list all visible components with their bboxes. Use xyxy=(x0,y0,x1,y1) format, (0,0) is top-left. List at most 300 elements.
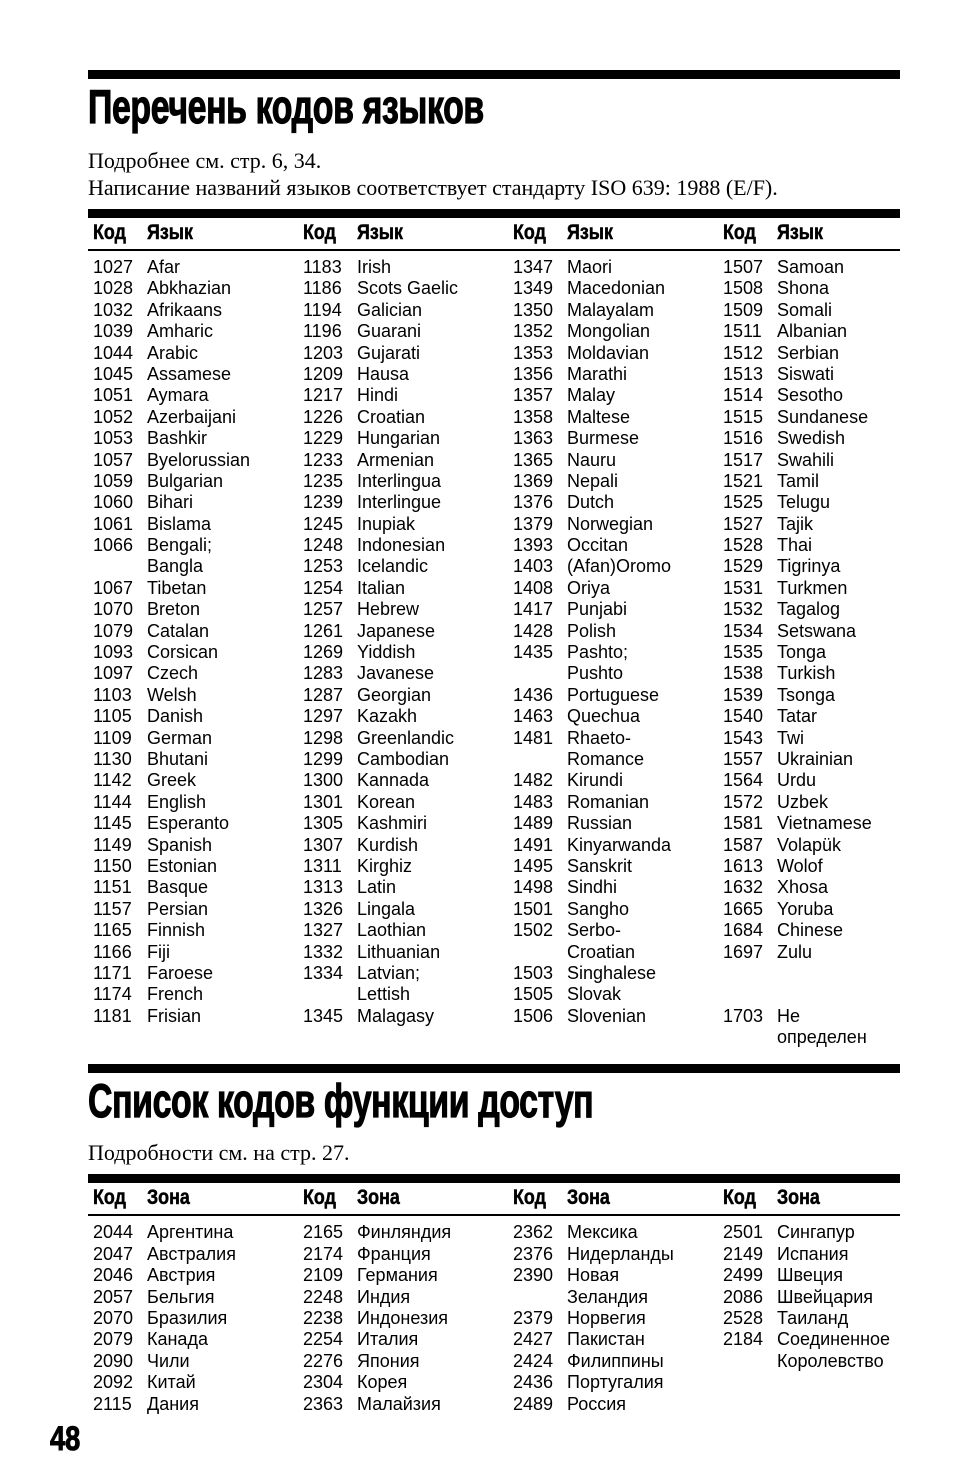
name-cell: Bengali; xyxy=(147,535,213,556)
name-cell: Швейцария xyxy=(777,1286,874,1307)
code-cell: 1060 xyxy=(93,492,134,513)
code-row xyxy=(303,770,508,791)
code-cell xyxy=(723,1027,777,1048)
table-header-cell xyxy=(298,1187,508,1209)
code-cell: 2174 xyxy=(303,1243,344,1264)
code-row xyxy=(723,1329,928,1350)
code-row xyxy=(93,343,298,364)
code-cell: 1511 xyxy=(723,321,762,342)
table-column xyxy=(88,1222,298,1415)
code-row xyxy=(303,321,508,342)
name-cell: Китай xyxy=(147,1372,196,1393)
code-cell: 1326 xyxy=(303,898,344,919)
code-row xyxy=(723,556,928,577)
name-cell: Cambodian xyxy=(357,748,450,769)
code-row xyxy=(513,1329,718,1350)
code-cell: 2363 xyxy=(303,1393,344,1414)
name-cell: Королевство xyxy=(777,1350,884,1371)
name-cell: English xyxy=(147,791,207,812)
code-cell: 1509 xyxy=(723,299,764,320)
name-cell: Georgian xyxy=(357,684,432,705)
code-cell: 1248 xyxy=(303,535,344,556)
name-cell: Tonga xyxy=(777,642,827,663)
code-cell: 2499 xyxy=(723,1265,764,1286)
code-cell: 1097 xyxy=(93,663,134,684)
code-cell: 1349 xyxy=(513,278,554,299)
code-cell: 1481 xyxy=(513,727,554,748)
name-cell: Нидерланды xyxy=(567,1243,674,1264)
code-cell: 2390 xyxy=(513,1265,554,1286)
code-cell: 1171 xyxy=(93,962,132,983)
name-cell: Afrikaans xyxy=(147,299,223,320)
code-cell: 1283 xyxy=(303,663,344,684)
code-cell: 1529 xyxy=(723,556,764,577)
name-cell: Amharic xyxy=(147,321,214,342)
code-row xyxy=(723,257,928,278)
code-row xyxy=(93,492,298,513)
name-cell: Interlingua xyxy=(357,470,442,491)
table-header-cell xyxy=(88,222,298,244)
code-cell: 1527 xyxy=(723,513,764,534)
code-cell: 1543 xyxy=(723,727,764,748)
code-cell: 2115 xyxy=(93,1393,132,1414)
name-cell: Danish xyxy=(147,706,204,727)
name-cell: Tatar xyxy=(777,706,818,727)
code-cell: 2092 xyxy=(93,1372,134,1393)
code-row xyxy=(93,450,298,471)
name-cell: Uzbek xyxy=(777,791,829,812)
code-row xyxy=(513,278,718,299)
code-row xyxy=(723,792,928,813)
name-cell: Австрия xyxy=(147,1265,216,1286)
code-cell: 2489 xyxy=(513,1393,554,1414)
code-row xyxy=(303,792,508,813)
code-cell: 1299 xyxy=(303,748,344,769)
code-cell: 1483 xyxy=(513,791,554,812)
code-row xyxy=(93,556,298,577)
code-cell: 1501 xyxy=(513,898,554,919)
name-cell: Slovenian xyxy=(567,1005,647,1026)
name-cell: Бельгия xyxy=(147,1286,215,1307)
name-cell: Polish xyxy=(567,620,617,641)
code-cell: 1130 xyxy=(93,748,132,769)
section-divider-rule xyxy=(88,70,900,79)
name-cell: Fiji xyxy=(147,941,170,962)
code-cell: 1079 xyxy=(93,620,134,641)
code-cell xyxy=(513,749,567,770)
code-row xyxy=(513,1287,718,1308)
code-row xyxy=(93,1351,298,1372)
name-cell: Tamil xyxy=(777,470,820,491)
code-row xyxy=(303,1222,508,1243)
name-cell: Assamese xyxy=(147,363,232,384)
code-cell: 1508 xyxy=(723,278,764,299)
code-row xyxy=(303,642,508,663)
section2-note-line: Подробности см. на стр. 27. xyxy=(88,1140,350,1166)
code-cell: 1067 xyxy=(93,577,134,598)
code-row xyxy=(513,364,718,385)
code-cell: 1145 xyxy=(93,813,132,834)
section2-note xyxy=(88,1139,900,1166)
table-header-cell xyxy=(298,222,508,244)
name-cell: (Afan)Oromo xyxy=(567,556,672,577)
name-cell: Франция xyxy=(357,1243,431,1264)
code-cell: 2528 xyxy=(723,1308,764,1329)
name-cell: Bashkir xyxy=(147,428,208,449)
name-cell: Hausa xyxy=(357,363,410,384)
code-row xyxy=(723,663,928,684)
code-row xyxy=(93,278,298,299)
header-code-label: Код xyxy=(723,221,756,244)
name-cell: Shona xyxy=(777,278,830,299)
code-cell: 1239 xyxy=(303,492,344,513)
name-cell: Greek xyxy=(147,770,197,791)
header-language-label: Язык xyxy=(567,221,613,244)
header-zone-label: Зона xyxy=(567,1186,610,1210)
name-cell: Tigrinya xyxy=(777,556,841,577)
code-cell: 1332 xyxy=(303,941,344,962)
name-cell: Sanskrit xyxy=(567,855,633,876)
code-cell: 1528 xyxy=(723,535,764,556)
code-row xyxy=(723,1222,928,1243)
name-cell: Korean xyxy=(357,791,416,812)
code-row xyxy=(303,278,508,299)
code-row xyxy=(93,984,298,1005)
code-row xyxy=(513,984,718,1005)
code-row xyxy=(513,963,718,984)
code-row xyxy=(513,407,718,428)
name-cell: Russian xyxy=(567,813,633,834)
code-row xyxy=(93,770,298,791)
name-cell: Rhaeto- xyxy=(567,727,632,748)
code-cell: 1174 xyxy=(93,984,132,1005)
page-title xyxy=(88,81,900,133)
code-cell: 1428 xyxy=(513,620,554,641)
code-cell: 1491 xyxy=(513,834,554,855)
section2-title xyxy=(88,1075,900,1127)
code-row xyxy=(723,535,928,556)
table-column xyxy=(508,257,718,1048)
code-row xyxy=(303,257,508,278)
name-cell: Kirghiz xyxy=(357,855,413,876)
code-cell: 1217 xyxy=(303,385,344,406)
code-cell: 1209 xyxy=(303,363,344,384)
code-row xyxy=(303,343,508,364)
name-cell: Italian xyxy=(357,577,406,598)
code-cell: 1203 xyxy=(303,342,344,363)
code-cell: 1507 xyxy=(723,257,764,277)
code-row xyxy=(93,1265,298,1286)
code-row xyxy=(513,1006,718,1027)
name-cell: Thai xyxy=(777,535,813,556)
code-row xyxy=(93,428,298,449)
code-cell: 1357 xyxy=(513,385,554,406)
name-cell: Turkish xyxy=(777,663,836,684)
name-cell: Lingala xyxy=(357,898,416,919)
page-number-text: 48 xyxy=(50,1420,81,1458)
code-cell: 1347 xyxy=(513,257,554,277)
code-cell: 1151 xyxy=(93,877,132,898)
code-row xyxy=(303,813,508,834)
code-row xyxy=(93,706,298,727)
code-row xyxy=(513,1394,718,1415)
code-cell: 1186 xyxy=(303,278,342,299)
code-row xyxy=(93,835,298,856)
name-cell: Punjabi xyxy=(567,599,628,620)
name-cell: Sesotho xyxy=(777,385,844,406)
code-cell: 1229 xyxy=(303,428,344,449)
name-cell: Малайзия xyxy=(357,1393,441,1414)
header-code-label: Код xyxy=(303,1186,336,1210)
name-cell: Turkmen xyxy=(777,577,848,598)
name-cell: Kannada xyxy=(357,770,430,791)
code-row xyxy=(93,1222,298,1243)
header-code-label: Код xyxy=(513,1186,546,1210)
code-cell: 1350 xyxy=(513,299,554,320)
code-row xyxy=(303,578,508,599)
name-cell: Россия xyxy=(567,1393,627,1414)
intro-note xyxy=(88,147,900,201)
code-row xyxy=(513,856,718,877)
header-language-label: Язык xyxy=(777,221,823,244)
code-row xyxy=(723,1287,928,1308)
code-row xyxy=(303,599,508,620)
code-row xyxy=(513,813,718,834)
code-row xyxy=(303,300,508,321)
code-row xyxy=(513,492,718,513)
name-cell: Abkhazian xyxy=(147,278,232,299)
name-cell: Таиланд xyxy=(777,1308,849,1329)
code-row xyxy=(723,1244,928,1265)
code-cell: 1352 xyxy=(513,321,554,342)
code-cell: 1482 xyxy=(513,770,554,791)
code-row xyxy=(723,728,928,749)
code-cell: 1697 xyxy=(723,941,764,962)
language-code-table xyxy=(88,209,900,1048)
code-cell: 2376 xyxy=(513,1243,554,1264)
name-cell: Oriya xyxy=(567,577,611,598)
name-cell: Hindi xyxy=(357,385,399,406)
code-cell: 1039 xyxy=(93,321,134,342)
code-row xyxy=(513,1308,718,1329)
code-cell: 2424 xyxy=(513,1350,554,1371)
header-language-label: Язык xyxy=(357,221,403,244)
code-row xyxy=(723,770,928,791)
code-row xyxy=(513,385,718,406)
name-cell: Норвегия xyxy=(567,1308,646,1329)
name-cell: Новая xyxy=(567,1265,620,1286)
name-cell: Malagasy xyxy=(357,1005,435,1026)
code-row xyxy=(513,621,718,642)
name-cell: Bhutani xyxy=(147,748,209,769)
code-row xyxy=(303,1308,508,1329)
name-cell: Nepali xyxy=(567,470,619,491)
code-cell: 1539 xyxy=(723,684,764,705)
code-row xyxy=(303,621,508,642)
intro-note-line: Написание названий языков соответствует стандарту ISO 639: 1988 (E/F). xyxy=(88,175,778,200)
code-row xyxy=(303,535,508,556)
code-cell: 1512 xyxy=(723,342,764,363)
name-cell: Afar xyxy=(147,257,181,277)
zone-table-body xyxy=(88,1216,900,1415)
name-cell: Welsh xyxy=(147,684,197,705)
code-row xyxy=(513,599,718,620)
code-row xyxy=(723,877,928,898)
code-row xyxy=(723,278,928,299)
name-cell: Urdu xyxy=(777,770,817,791)
name-cell: Somali xyxy=(777,299,833,320)
code-cell: 1157 xyxy=(93,898,132,919)
code-cell: 2427 xyxy=(513,1329,554,1350)
code-row xyxy=(513,728,718,749)
name-cell: Корея xyxy=(357,1372,408,1393)
name-cell: Spanish xyxy=(147,834,213,855)
code-row xyxy=(513,428,718,449)
page-number xyxy=(50,1420,88,1459)
code-row xyxy=(303,728,508,749)
code-row xyxy=(513,343,718,364)
name-cell: Чили xyxy=(147,1350,190,1371)
code-cell: 1109 xyxy=(93,727,132,748)
code-cell: 1521 xyxy=(723,470,764,491)
code-cell: 2079 xyxy=(93,1329,134,1350)
code-row xyxy=(513,1222,718,1243)
name-cell: Latvian; xyxy=(357,962,421,983)
name-cell: Vietnamese xyxy=(777,813,872,834)
code-row xyxy=(723,492,928,513)
code-cell: 1313 xyxy=(303,877,344,898)
name-cell: Romance xyxy=(567,748,645,769)
code-cell xyxy=(723,984,777,1005)
code-cell: 1327 xyxy=(303,920,344,941)
name-cell: Kinyarwanda xyxy=(567,834,672,855)
page-title-text: Перечень кодов языков xyxy=(88,80,484,133)
header-code-label: Код xyxy=(303,221,336,244)
code-cell: 1502 xyxy=(513,920,554,941)
code-row xyxy=(513,792,718,813)
code-row xyxy=(93,942,298,963)
code-row xyxy=(513,749,718,770)
code-cell: 1365 xyxy=(513,449,554,470)
table-header-row xyxy=(88,1183,900,1216)
name-cell: Индия xyxy=(357,1286,411,1307)
code-row xyxy=(93,813,298,834)
code-cell: 1345 xyxy=(303,1005,344,1026)
code-cell xyxy=(303,984,357,1005)
name-cell: Malayalam xyxy=(567,299,655,320)
code-row xyxy=(513,578,718,599)
table-column xyxy=(298,257,508,1048)
name-cell: Samoan xyxy=(777,257,845,277)
code-row xyxy=(513,450,718,471)
code-cell: 1254 xyxy=(303,577,344,598)
header-code-label: Код xyxy=(93,221,126,244)
code-cell xyxy=(513,663,567,684)
name-cell: Дания xyxy=(147,1393,199,1414)
code-cell: 1540 xyxy=(723,706,764,727)
code-row xyxy=(93,599,298,620)
code-cell: 1525 xyxy=(723,492,764,513)
header-zone-label: Зона xyxy=(357,1186,400,1210)
code-row xyxy=(513,556,718,577)
table-header-cell xyxy=(508,1187,718,1209)
code-row xyxy=(723,813,928,834)
code-cell: 2238 xyxy=(303,1308,344,1329)
code-cell: 1027 xyxy=(93,257,134,277)
code-cell: 1059 xyxy=(93,470,134,491)
name-cell: Yoruba xyxy=(777,898,834,919)
name-cell: Finnish xyxy=(147,920,206,941)
name-cell: Armenian xyxy=(357,449,435,470)
code-cell: 1235 xyxy=(303,470,344,491)
name-cell: Lithuanian xyxy=(357,941,441,962)
name-cell: Quechua xyxy=(567,706,641,727)
section2-title-text: Список кодов функции доступ xyxy=(88,1074,594,1128)
code-row xyxy=(93,1329,298,1350)
name-cell: Dutch xyxy=(567,492,615,513)
name-cell: Испания xyxy=(777,1243,849,1264)
header-zone-label: Зона xyxy=(147,1186,190,1210)
code-cell: 1051 xyxy=(93,385,134,406)
code-row xyxy=(723,942,928,963)
code-cell: 1495 xyxy=(513,855,554,876)
name-cell: Сингапур xyxy=(777,1222,855,1243)
name-cell: Moldavian xyxy=(567,342,650,363)
code-cell: 2436 xyxy=(513,1372,554,1393)
code-row xyxy=(723,514,928,535)
code-cell: 1334 xyxy=(303,962,344,983)
name-cell: Icelandic xyxy=(357,556,429,577)
code-cell xyxy=(513,942,567,963)
code-cell: 1269 xyxy=(303,642,344,663)
code-row xyxy=(513,877,718,898)
intro-note-line: Подробнее см. стр. 6, 34. xyxy=(88,148,322,173)
name-cell: German xyxy=(147,727,213,748)
code-row xyxy=(513,920,718,941)
table-top-rule xyxy=(88,1174,900,1183)
code-row xyxy=(303,963,508,984)
code-cell: 1572 xyxy=(723,791,764,812)
code-row xyxy=(93,792,298,813)
code-cell: 1053 xyxy=(93,428,134,449)
name-cell: Xhosa xyxy=(777,877,829,898)
code-row xyxy=(93,899,298,920)
name-cell: Inupiak xyxy=(357,513,416,534)
code-cell: 1066 xyxy=(93,535,134,556)
code-row xyxy=(93,877,298,898)
code-cell: 1105 xyxy=(93,706,132,727)
code-row xyxy=(303,556,508,577)
name-cell: Azerbaijani xyxy=(147,406,237,427)
code-cell: 1435 xyxy=(513,642,554,663)
table-header-cell xyxy=(508,222,718,244)
code-row xyxy=(723,706,928,727)
code-row xyxy=(513,1244,718,1265)
name-cell: Occitan xyxy=(567,535,629,556)
name-cell: Greenlandic xyxy=(357,727,455,748)
name-cell: Bislama xyxy=(147,513,212,534)
name-cell: Albanian xyxy=(777,321,848,342)
header-code-label: Код xyxy=(93,1186,126,1210)
name-cell: Javanese xyxy=(357,663,435,684)
code-row xyxy=(303,877,508,898)
code-cell: 1287 xyxy=(303,684,344,705)
name-cell: Финляндия xyxy=(357,1222,452,1243)
name-cell: Indonesian xyxy=(357,535,446,556)
code-cell: 2276 xyxy=(303,1350,344,1371)
code-row xyxy=(303,1006,508,1027)
name-cell: Bulgarian xyxy=(147,470,224,491)
